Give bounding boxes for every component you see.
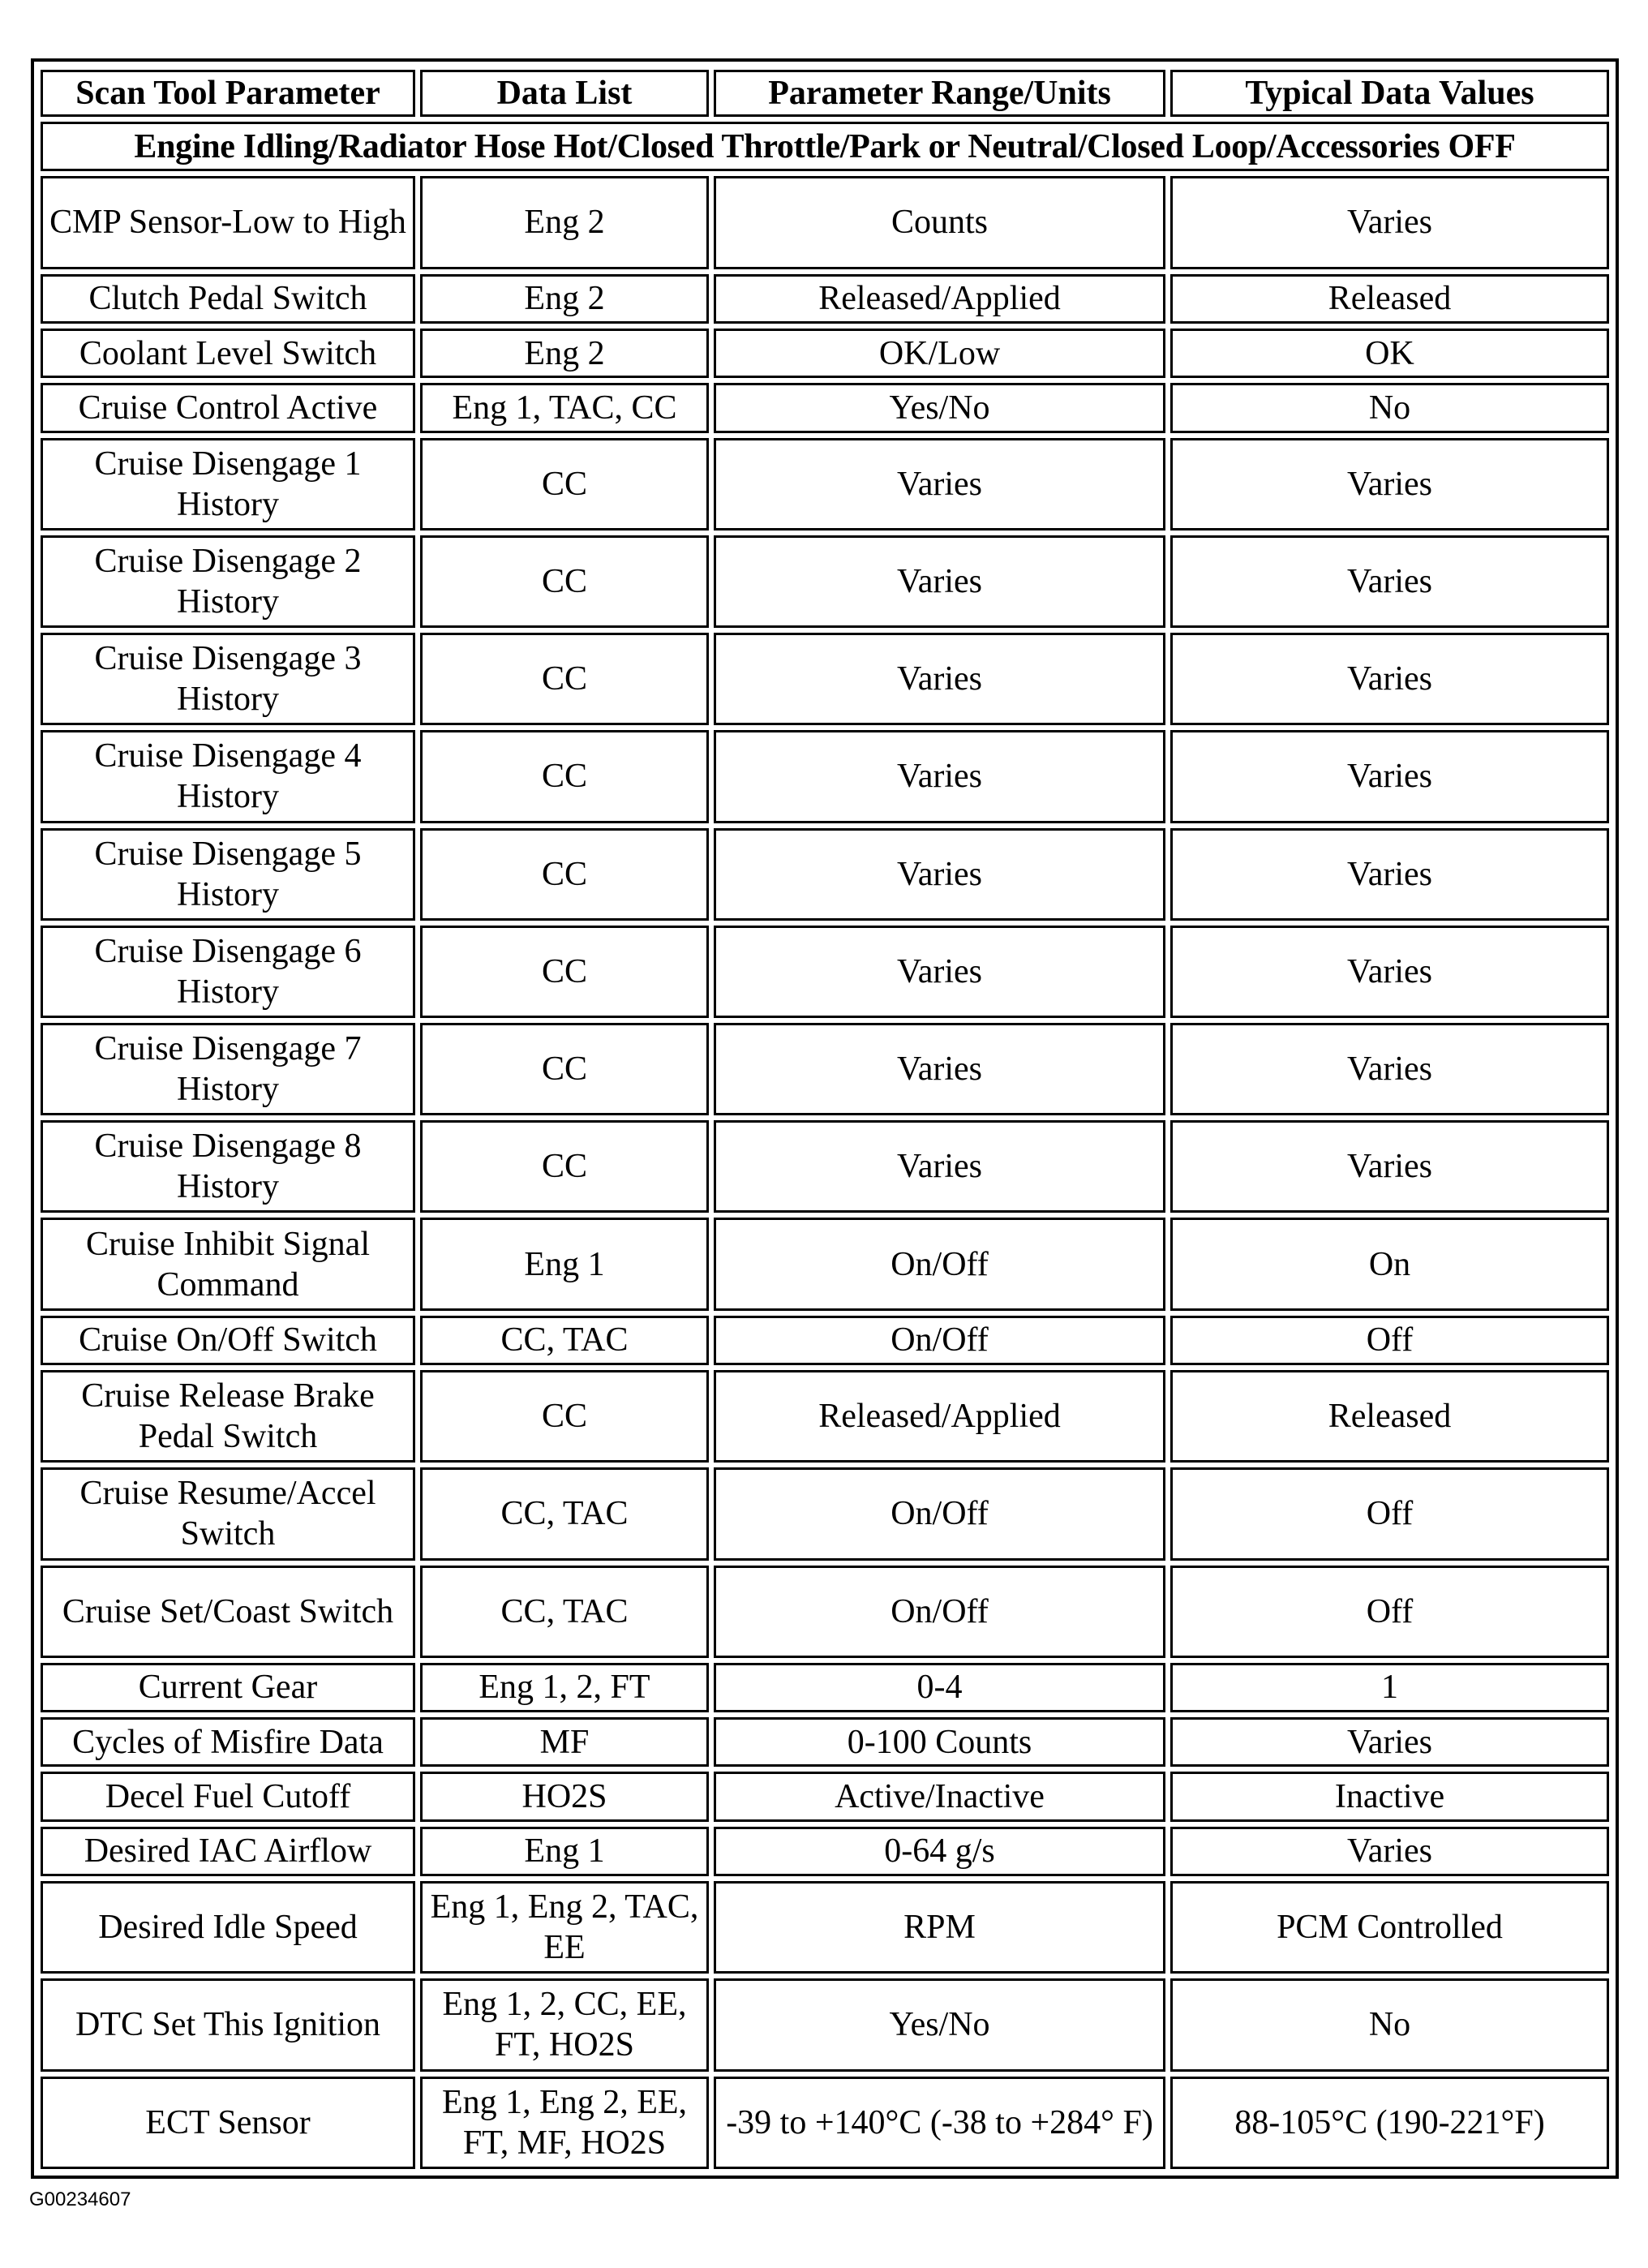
cell-data-list: Eng 1 xyxy=(420,1827,709,1876)
cell-typical-value: Varies xyxy=(1170,535,1609,628)
cell-typical-value: No xyxy=(1170,383,1609,432)
cell-range: Varies xyxy=(714,1023,1165,1115)
condition-row xyxy=(41,122,1609,171)
table-row xyxy=(41,1566,1609,1658)
cell-parameter: Cruise Release Brake Pedal Switch xyxy=(41,1370,415,1463)
cell-typical-value: Varies xyxy=(1170,730,1609,823)
table-row xyxy=(41,1120,1609,1213)
cell-data-list: Eng 1, Eng 2, EE, FT, MF, HO2S xyxy=(420,2077,709,2169)
cell-range: Active/Inactive xyxy=(714,1772,1165,1821)
header-data-list: Data List xyxy=(420,70,709,117)
cell-parameter: Cycles of Misfire Data xyxy=(41,1717,415,1767)
cell-parameter: Cruise Disengage 8 History xyxy=(41,1120,415,1213)
table-row xyxy=(41,828,1609,921)
table-row xyxy=(41,926,1609,1018)
table-row xyxy=(41,1218,1609,1310)
cell-parameter: Cruise On/Off Switch xyxy=(41,1316,415,1365)
cell-parameter: Cruise Disengage 6 History xyxy=(41,926,415,1018)
cell-parameter: Cruise Resume/Accel Switch xyxy=(41,1467,415,1560)
cell-data-list: CC xyxy=(420,1370,709,1463)
cell-parameter: Cruise Disengage 3 History xyxy=(41,633,415,725)
cell-parameter: Cruise Inhibit Signal Command xyxy=(41,1218,415,1310)
header-typical-data-values: Typical Data Values xyxy=(1170,70,1609,117)
cell-parameter: Decel Fuel Cutoff xyxy=(41,1772,415,1821)
cell-range: 0-100 Counts xyxy=(714,1717,1165,1767)
cell-parameter: CMP Sensor-Low to High xyxy=(41,176,415,268)
header-row xyxy=(41,70,1609,117)
cell-typical-value: On xyxy=(1170,1218,1609,1310)
cell-typical-value: Varies xyxy=(1170,176,1609,268)
cell-parameter: Cruise Disengage 5 History xyxy=(41,828,415,921)
cell-parameter: Cruise Disengage 4 History xyxy=(41,730,415,823)
cell-typical-value: OK xyxy=(1170,329,1609,378)
table-row xyxy=(41,535,1609,628)
table-row xyxy=(41,2077,1609,2169)
cell-range: Varies xyxy=(714,1120,1165,1213)
scan-tool-data-table xyxy=(36,65,1614,2174)
cell-parameter: DTC Set This Ignition xyxy=(41,1978,415,2071)
cell-parameter: Cruise Control Active xyxy=(41,383,415,432)
cell-parameter: Cruise Set/Coast Switch xyxy=(41,1566,415,1658)
cell-data-list: Eng 2 xyxy=(420,274,709,324)
cell-typical-value: Off xyxy=(1170,1566,1609,1658)
cell-range: Released/Applied xyxy=(714,1370,1165,1463)
cell-parameter: Cruise Disengage 2 History xyxy=(41,535,415,628)
cell-data-list: HO2S xyxy=(420,1772,709,1821)
header-parameter-range-units: Parameter Range/Units xyxy=(714,70,1165,117)
table-row xyxy=(41,274,1609,324)
cell-range: Varies xyxy=(714,926,1165,1018)
cell-typical-value: 1 xyxy=(1170,1663,1609,1712)
cell-range: Released/Applied xyxy=(714,274,1165,324)
cell-typical-value: Inactive xyxy=(1170,1772,1609,1821)
cell-data-list: Eng 2 xyxy=(420,329,709,378)
cell-range: Counts xyxy=(714,176,1165,268)
cell-parameter: Cruise Disengage 7 History xyxy=(41,1023,415,1115)
cell-parameter: Current Gear xyxy=(41,1663,415,1712)
cell-data-list: Eng 1, Eng 2, TAC, EE xyxy=(420,1881,709,1974)
table-row xyxy=(41,1881,1609,1974)
cell-data-list: CC xyxy=(420,1120,709,1213)
cell-data-list: CC, TAC xyxy=(420,1316,709,1365)
table-row xyxy=(41,1023,1609,1115)
cell-parameter: Coolant Level Switch xyxy=(41,329,415,378)
cell-parameter: Cruise Disengage 1 History xyxy=(41,438,415,530)
table-row xyxy=(41,1663,1609,1712)
cell-data-list: CC, TAC xyxy=(420,1566,709,1658)
cell-data-list: Eng 1, 2, FT xyxy=(420,1663,709,1712)
cell-range: On/Off xyxy=(714,1316,1165,1365)
cell-typical-value: Varies xyxy=(1170,926,1609,1018)
cell-typical-value: Varies xyxy=(1170,1023,1609,1115)
table-row xyxy=(41,1772,1609,1821)
table-row xyxy=(41,1370,1609,1463)
cell-data-list: Eng 1, TAC, CC xyxy=(420,383,709,432)
cell-parameter: Desired IAC Airflow xyxy=(41,1827,415,1876)
cell-data-list: CC, TAC xyxy=(420,1467,709,1560)
table-row xyxy=(41,633,1609,725)
table-row xyxy=(41,329,1609,378)
header-scan-tool-parameter: Scan Tool Parameter xyxy=(41,70,415,117)
table-row xyxy=(41,1467,1609,1560)
cell-data-list: CC xyxy=(420,828,709,921)
cell-data-list: CC xyxy=(420,535,709,628)
operating-condition: Engine Idling/Radiator Hose Hot/Closed Throttle/Park or Neutral/Closed Loop/Accessories OFF xyxy=(41,122,1609,171)
cell-typical-value: Off xyxy=(1170,1316,1609,1365)
cell-range: On/Off xyxy=(714,1467,1165,1560)
cell-range: RPM xyxy=(714,1881,1165,1974)
cell-range: Yes/No xyxy=(714,1978,1165,2071)
cell-data-list: MF xyxy=(420,1717,709,1767)
cell-data-list: CC xyxy=(420,1023,709,1115)
cell-range: OK/Low xyxy=(714,329,1165,378)
cell-range: 0-64 g/s xyxy=(714,1827,1165,1876)
table-row xyxy=(41,383,1609,432)
table-row xyxy=(41,438,1609,530)
cell-range: Varies xyxy=(714,633,1165,725)
cell-parameter: Desired Idle Speed xyxy=(41,1881,415,1974)
cell-typical-value: Varies xyxy=(1170,828,1609,921)
table-row xyxy=(41,176,1609,268)
cell-data-list: Eng 1 xyxy=(420,1218,709,1310)
cell-typical-value: Varies xyxy=(1170,438,1609,530)
cell-typical-value: Varies xyxy=(1170,633,1609,725)
cell-range: Varies xyxy=(714,730,1165,823)
table-row xyxy=(41,1316,1609,1365)
cell-typical-value: Released xyxy=(1170,274,1609,324)
cell-parameter: Clutch Pedal Switch xyxy=(41,274,415,324)
cell-data-list: CC xyxy=(420,438,709,530)
cell-data-list: Eng 2 xyxy=(420,176,709,268)
cell-typical-value: Off xyxy=(1170,1467,1609,1560)
cell-range: 0-4 xyxy=(714,1663,1165,1712)
cell-typical-value: No xyxy=(1170,1978,1609,2071)
cell-range: Varies xyxy=(714,535,1165,628)
cell-data-list: CC xyxy=(420,730,709,823)
cell-data-list: CC xyxy=(420,633,709,725)
cell-range: On/Off xyxy=(714,1218,1165,1310)
table-row xyxy=(41,730,1609,823)
cell-typical-value: Varies xyxy=(1170,1717,1609,1767)
table-row xyxy=(41,1827,1609,1876)
cell-typical-value: Varies xyxy=(1170,1120,1609,1213)
cell-data-list: Eng 1, 2, CC, EE, FT, HO2S xyxy=(420,1978,709,2071)
cell-range: -39 to +140°C (-38 to +284° F) xyxy=(714,2077,1165,2169)
table-row xyxy=(41,1717,1609,1767)
cell-range: On/Off xyxy=(714,1566,1165,1658)
table-row xyxy=(41,1978,1609,2071)
cell-typical-value: PCM Controlled xyxy=(1170,1881,1609,1974)
figure-id: G00234607 xyxy=(29,2189,131,2210)
cell-range: Varies xyxy=(714,438,1165,530)
cell-data-list: CC xyxy=(420,926,709,1018)
cell-typical-value: 88-105°C (190-221°F) xyxy=(1170,2077,1609,2169)
cell-range: Varies xyxy=(714,828,1165,921)
cell-parameter: ECT Sensor xyxy=(41,2077,415,2169)
cell-typical-value: Released xyxy=(1170,1370,1609,1463)
cell-typical-value: Varies xyxy=(1170,1827,1609,1876)
cell-range: Yes/No xyxy=(714,383,1165,432)
